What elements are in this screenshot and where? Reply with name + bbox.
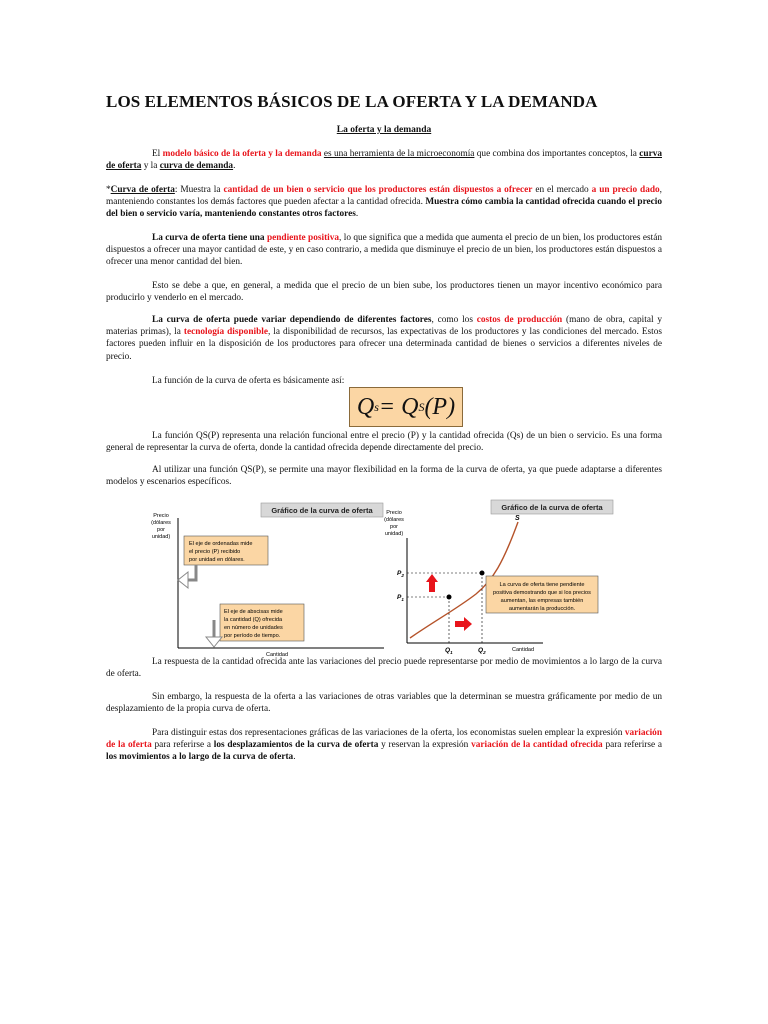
formula-part: = Q — [378, 393, 419, 420]
y-axis-label: unidad) — [384, 531, 404, 537]
paragraph-flexibility: Al utilizar una función QS(P), se permite una mayor flexibilidad en la forma de la curva de oferta, ya que puede adaptarse a diferentes modelos y escenarios específicos. — [106, 465, 662, 488]
y-axis-label: Precio — [153, 513, 169, 519]
paragraph-terminology — [106, 727, 662, 764]
bold-text: los movimientos a lo largo de la curva de oferta — [106, 752, 294, 763]
section-subtitle: La oferta y la demanda — [336, 125, 432, 135]
term: curva de demanda — [159, 161, 234, 172]
text: : Muestra la — [174, 185, 224, 195]
text: y la — [141, 161, 160, 172]
text: , la disponibilidad de recursos, las expectativas de los productores y las condiciones del mercado. Estos factores pueden influir en la disposición de los productores para ofrecer una determinada cantidad de bienes o servicios a diferentes niveles de precio. — [106, 327, 662, 362]
annotation-text: aumentan, las empresas también — [500, 598, 584, 604]
highlight: modelo básico de la oferta y la demanda — [162, 149, 322, 159]
supply-curve-figure — [378, 498, 628, 658]
text: , como los — [431, 315, 477, 325]
x-axis-label: Cantidad — [265, 652, 289, 658]
text: para referirse a — [602, 740, 662, 751]
y-axis-label: por — [157, 527, 165, 533]
y-axis-label: por — [390, 524, 398, 530]
quantity-label-q2: $Q_2$ — [478, 647, 486, 655]
annotation-text: El eje de abscisas mide — [224, 609, 283, 615]
highlight: costos de producción — [476, 315, 563, 325]
bold-text: La curva de oferta tiene una — [152, 233, 267, 243]
figure-title: Gráfico de la curva de oferta — [501, 503, 603, 512]
annotation-text: positiva demostrando que si los precios — [493, 590, 591, 596]
x-axis-label: Cantidad — [511, 647, 535, 653]
text: para referirse a — [151, 740, 214, 751]
point-p1-q1 — [447, 595, 452, 600]
price-label-p2: $P_2$ — [397, 570, 404, 578]
highlight: pendiente positiva — [266, 233, 340, 243]
arrow-head — [178, 572, 188, 588]
highlight: variación de la oferta — [106, 728, 662, 751]
paragraph-definition — [106, 184, 662, 221]
bold-text: los desplazamientos de la curva de oferta — [213, 740, 379, 751]
highlight: variación de la cantidad ofrecida — [471, 740, 603, 751]
figure-title: Gráfico de la curva de oferta — [271, 506, 373, 515]
annotation-text: por período de tiempo. — [224, 633, 281, 639]
price-increase-arrow — [426, 574, 438, 592]
highlight: cantidad de un bien o servicio que los productores están dispuestos a ofrecer — [223, 185, 533, 195]
axes-figure — [144, 498, 394, 658]
term: curva de oferta — [106, 149, 662, 172]
text: en el mercado — [532, 185, 592, 195]
paragraph-movements: La respuesta de la cantidad ofrecida ante las variaciones del precio puede representarse por medio de movimientos a lo largo de la curva de oferta. — [106, 657, 662, 680]
arrow-head — [206, 637, 222, 647]
point-p2-q2 — [480, 571, 485, 576]
annotation-text: aumentarán la producción. — [508, 606, 576, 612]
paragraph-incentive: Esto se debe a que, en general, a medida que el precio de un bien sube, los productores tienen un mayor incentivo económico para producirlo y venderlo en el mercado. — [106, 281, 662, 304]
y-axis-label: unidad) — [151, 534, 171, 540]
text: . — [355, 209, 359, 220]
page-title: LOS ELEMENTOS BÁSICOS DE LA OFERTA Y LA DEMANDA — [106, 92, 598, 111]
quantity-label-q1: $Q_1$ — [445, 647, 453, 655]
formula-subscript: S — [418, 399, 425, 414]
term: Curva de oferta — [110, 185, 175, 195]
annotation-text: en número de unidades — [224, 625, 283, 631]
y-axis-label: (dólares — [384, 517, 404, 523]
text: que combina dos importantes conceptos, la — [474, 149, 640, 159]
text: , lo que significa que a medida que aumenta el precio de un bien, los productores están dispuestos a ofrecer una mayor cantidad de este, y en caso contrario, a medida que disminuye el precio de un bien, los productores están dispuestos a ofrecer una menor cantidad del bien. — [106, 233, 662, 268]
highlight: tecnología disponible — [183, 327, 268, 338]
curve-label: S — [515, 515, 520, 522]
text: y reservan la expresión — [378, 740, 472, 751]
y-axis-label: Precio — [386, 510, 402, 516]
supply-function-formula — [349, 387, 463, 427]
text: El — [152, 149, 163, 159]
y-axis-label: (dólares — [151, 520, 171, 526]
quantity-increase-arrow — [455, 617, 472, 631]
text: , manteniendo constantes los demás factores que pueden afectar a la cantidad ofrecida. — [106, 185, 662, 208]
annotation-text: El eje de ordenadas mide — [189, 541, 253, 547]
price-label-p1: $P_1$ — [397, 594, 404, 602]
annotation-text: La curva de oferta tiene pendiente — [499, 582, 585, 588]
formula-part: Q — [356, 393, 375, 420]
highlight: a un precio dado — [591, 185, 660, 195]
text: (mano de obra, capital y materias primas), la — [106, 315, 662, 338]
paragraph-shifts: Sin embargo, la respuesta de la oferta a las variaciones de otras variables que la determinan se muestra gráficamente por medio de un desplazamiento de la propia curva de oferta. — [106, 692, 662, 715]
annotation-text: el precio (P) recibido — [189, 549, 241, 555]
bold-text: Muestra cómo cambia la cantidad ofrecida cuando el precio del bien o servicio varía, manteniendo constantes otros factores — [106, 197, 663, 220]
paragraph-function-description: La función QS(P) representa una relación funcional entre el precio (P) y la cantidad ofrecida (Qs) de un bien o servicio. Es una forma general de representar la curva de oferta, donde la cantidad ofrecida depende directamente del precio. — [106, 431, 662, 454]
annotation-text: la cantidad (Q) ofrecida — [224, 617, 283, 623]
formula-subscript: s — [374, 399, 379, 414]
paragraph-slope — [106, 232, 662, 269]
text: Para distinguir estas dos representaciones gráficas de las variaciones de la oferta, los economistas suelen emplear la expresión — [152, 728, 625, 738]
paragraph-intro — [106, 148, 662, 172]
text: . — [233, 161, 236, 172]
bold-text: La curva de oferta puede variar dependiendo de diferentes factores — [152, 315, 432, 325]
formula-part: (P) — [424, 393, 456, 420]
annotation-text: por unidad en dólares. — [189, 557, 245, 563]
underlined-text: es una herramienta de la microeconomía — [323, 149, 475, 159]
paragraph-factors — [106, 314, 662, 363]
text: . — [293, 752, 296, 763]
paragraph-function-intro: La función de la curva de oferta es básicamente así: — [152, 376, 345, 386]
text: * — [106, 185, 111, 195]
